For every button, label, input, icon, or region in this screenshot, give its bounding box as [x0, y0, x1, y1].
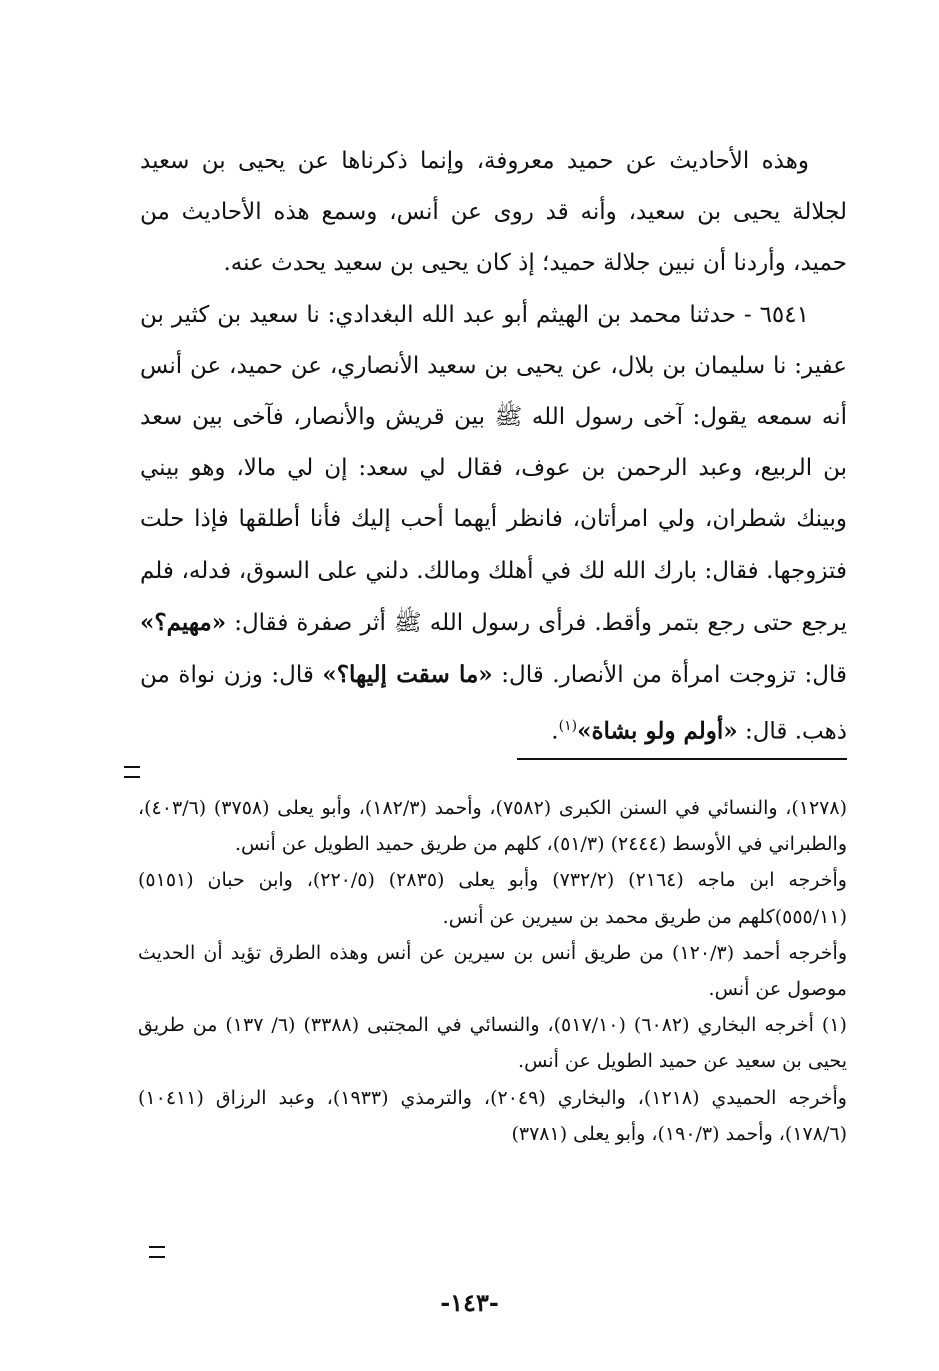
hadith-text-mid: قال: تزوجت امرأة من الأنصار. قال:	[501, 662, 847, 689]
continuation-mark-bottom	[149, 1246, 165, 1258]
hadith-text: ٦٥٤١ - حدثنا محمد بن الهيثم أبو عبد الله البغدادي: نا سعيد بن كثير بن عفير: نا سليمان بن بلال، عن يحيى بن سعيد الأنصاري، عن حميد، عن أنس أنه سمعه يقول: آخى رسول الله ﷺ بين قريش والأنصار، فآخى بين سعد بن الربيع، وعبد الرحمن بن عوف، فقال لي سعد: إن لي مالا، وهو بيني وبينك شطران، ولي امرأتان، فانظر أيهما أحب إليك فأنا أطلقها فإذا حلت فتزوجها. فقال: بارك الله لك في أهلك ومالك. دلني على السوق، فدله، فلم يرجع حتى رجع بتمر وأقط. فرأى رسول الله ﷺ أثر صفرة فقال:	[140, 301, 848, 636]
footnote-1: (١) أخرجه البخاري (٦٠٨٢) (٥١٧/١٠)، والنسائي في المجتبى (٣٣٨٨) (٦/ ١٣٧) من طريق يحيى بن سعيد عن حميد الطويل عن أنس.	[138, 1014, 847, 1073]
continuation-mark-top	[124, 766, 140, 778]
quote-mahyam: «مهيم؟»	[140, 608, 227, 636]
footnote-1-continued: وأخرجه الحميدي (١٢١٨)، والبخاري (٢٠٤٩)، والترمذي (١٩٣٣)، وعبد الرزاق (١٠٤١١) (١٧٨/٦)، وأحمد (١٩٠/٣)، وأبو يعلى (٣٧٨١)	[138, 1086, 847, 1145]
hadith-end: .	[551, 718, 559, 745]
footnote-continuation-3: وأخرجه أحمد (١٢٠/٣) من طريق أنس بن سيرين عن أنس وهذه الطرق تؤيد أن الحديث موصول عن أنس.	[138, 941, 847, 1001]
footnotes	[138, 790, 847, 1152]
footnote-continuation-1: (١٢٧٨)، والنسائي في السنن الكبرى (٧٥٨٢)، وأحمد (١٨٢/٣)، وأبو يعلى (٣٧٥٨) (٤٠٣/٦)، والطبراني في الأوسط (٢٤٤٤) (٥١/٣)، كلهم من طريق حميد الطويل عن أنس.	[138, 797, 847, 856]
main-text	[140, 136, 847, 758]
footnote-separator	[517, 758, 847, 760]
quote-ma-suqta: «ما سقت إليها؟»	[322, 661, 493, 689]
hadith-text-mid2: قال: وزن نواة من ذهب. قال:	[140, 662, 847, 745]
footnote-ref-1: (١)	[558, 718, 578, 735]
quote-awlim: «أولم ولو بشاة»	[577, 717, 738, 745]
paragraph-1: وهذه الأحاديث عن حميد معروفة، وإنما ذكرناها عن يحيى بن سعيد لجلالة يحيى بن سعيد، وأنه قد روى عن أنس، وسمع هذه الأحاديث من حميد، وأردنا أن نبين جلالة حميد؛ إذ كان يحيى بن سعيد يحدث عنه.	[140, 148, 847, 277]
footnote-continuation-2: وأخرجه ابن ماجه (٢١٦٤) (٧٣٢/٢) وأبو يعلى (٢٨٣٥) (٢٢٠/٥)، وابن حبان (٥١٥١) (٥٥٥/١١)كلهم من طريق محمد بن سيرين عن أنس.	[138, 869, 847, 928]
paragraph-hadith-6541	[140, 290, 847, 758]
page-number: -١٤٣-	[440, 1288, 499, 1317]
